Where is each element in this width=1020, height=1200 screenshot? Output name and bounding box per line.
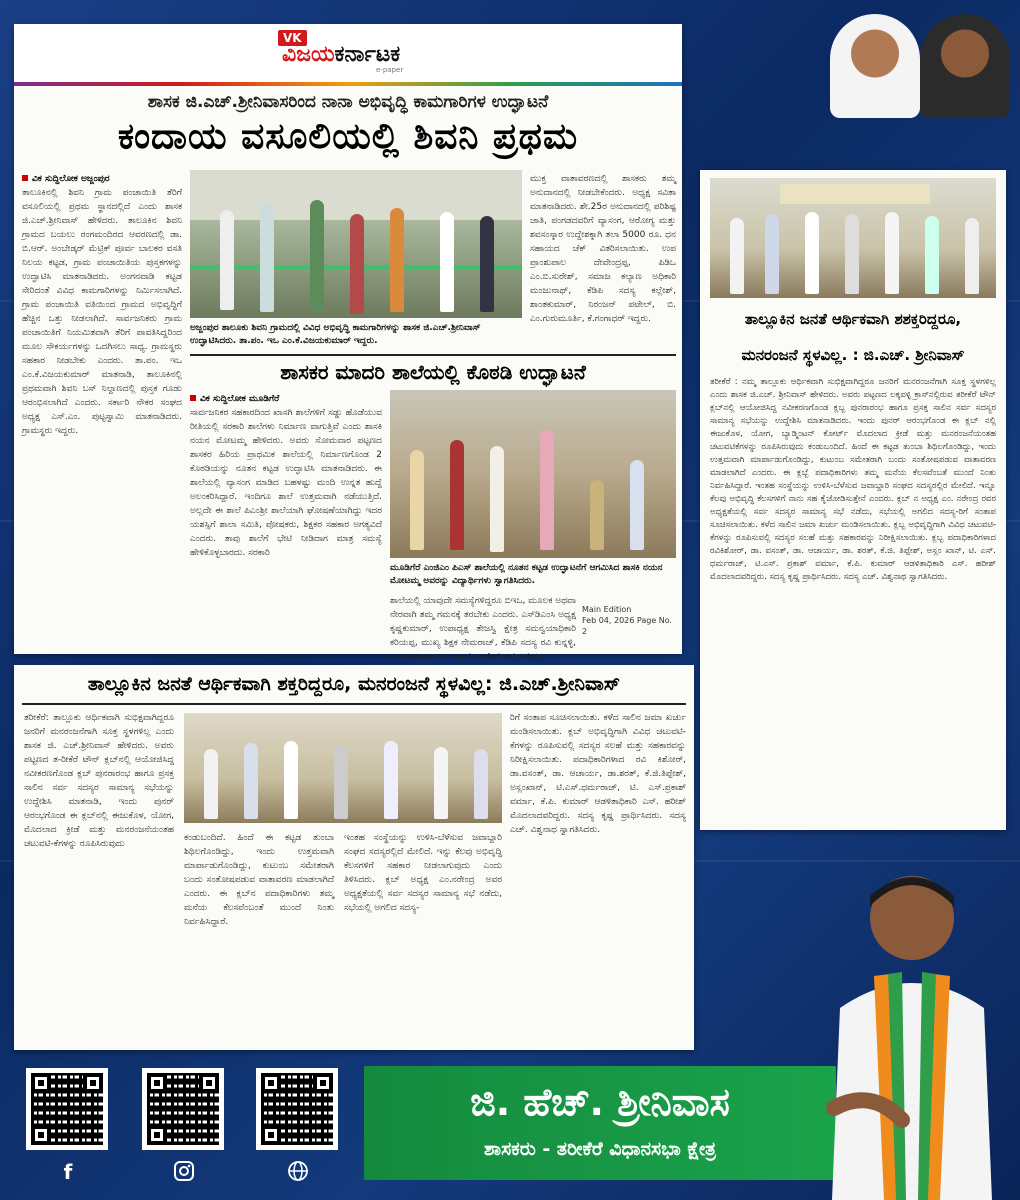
photo-person <box>334 745 348 819</box>
photo-person <box>540 430 554 550</box>
article3-headline-line2: ಮನರಂಜನೆ ಸ್ಥಳವಿಲ್ಲ. : ಜಿ.ಎಚ್. ಶ್ರೀನಿವಾಸ್ <box>741 346 965 364</box>
article2-body: ಸಾರ್ವಜನಿಕರ ಸಹಕಾರದಿಂದ ಖಾಸಗಿ ಶಾಲೆಗಳಿಗೆ ಸಡ್ಡು ಹೊಡೆಯುವ ರೀತಿಯಲ್ಲಿ ಸರಕಾರಿ ಶಾಲೆಗಳು ನಿರ್ಮಾಣ ವಾಗುತ್ತಿವೆ ಎಂದು ಶಾಸಕಿ ನಯನ ಮೋಟಮ್ಮ ಹೇಳಿದರು. ಅವರು ಸೋಮವಾರ ಪಟ್ಟಣದ ಶಾಸಕರ ಹಿರಿಯ ಪ್ರಾಥಮಿಕ ಶಾಲೆಯಲ್ಲಿ ನಿರ್ಮಾಣಗೊಂಡ 2 ಕೊಠಡಿಯನ್ನು ನೂತನ ಕಟ್ಟಡ ಉದ್ಘಾಟಿಸಿ ಮಾತನಾಡಿದರು. ಈ ಶಾಲೆಯಲ್ಲಿ ವ್ಯಾಸಂಗ ಮಾಡಿದ ಬಹಳಷ್ಟು ಮಂದಿ ಉನ್ನತ ಹುದ್ದೆ ಅಲಂಕರಿಸಿದ್ದಾರೆ. ಇಂದಿಗೂ ಶಾಲೆ ಉತ್ತಮವಾಗಿ ನಡೆಯುತ್ತಿದೆ. ಅಲ್ಲದೇ ಈ ಶಾಲೆ ಪಿಎಂಶ್ರೀ ಶಾಲೆಯಾಗಿ ಘೋಷಣೆಯಾಗಿದ್ದು ಇದರ ಯಶಸ್ಸಿಗೆ ಶಾಲಾ ಸಮಿತಿ, ಪೋಷಕರು, ಶಿಕ್ಷಕರ ಸಹಕಾರ ಅಗತ್ಯವಿದೆ ಎಂದರು. ತಾವು ಶಾಲೆಗೆ ಭೇಟಿ ನೀಡಿದಾಗ ಮಾತ್ರ ಸಮಸ್ಯೆ ಹೇಳಿಕೊಳ್ಳಬಾರದು. ಸರಕಾರಿ <box>190 408 382 558</box>
newspaper-clipping-bottom <box>14 665 694 1050</box>
article1-photo <box>190 170 522 318</box>
article4-column-4: ರಿಗೆ ಸಂತಾಪ ಸೂಚಿಸಲಾಯಿತು. ಕಳೆದ ಸಾಲಿನ ಜಮಾ ಖರ್ಚು ಮಂಡಿಸಲಾಯಿತು. ಕ್ಲಬ್ ಅಭಿವೃದ್ಧಿಗಾಗಿ ವಿವಿಧ ಚಟುವಟಿ-ಕೆಗಳನ್ನು ರೂಪಿಸುವಲ್ಲಿ ಸದಸ್ಯರ ಸಲಹೆ ಮತ್ತು ಸಹಕಾರವನ್ನು ನಿರೀಕ್ಷಿಸಲಾಯಿತು. ಪದಾಧಿಕಾರಿಗಳಾದ ರವಿ ಕಿಶೋರ್, ಡಾ.ವಸಂತ್, ಡಾ. ಆಚಾರ್ಯ, ಡಾ.ಶರತ್, ಕೆ.ಜಿ.ತಿಪ್ಪೇಶ್, ಅಸ್ಲಂಖಾನ್, ಟಿ.ಎಸ್.ಧರ್ಮರಾಜ್, ಟಿ. ಎಸ್.ಪ್ರಕಾಶ್ ವರ್ಮಾ, ಕೆ.ಪಿ. ಕುಮಾರ್ ಆಡಳಿತಾಧಿಕಾರಿ ಎಸ್. ಹರೀಶ್ ಮೊದಲಾದವರಿದ್ದರು. ಸದಸ್ಯ ಕೃಷ್ಣ ಪ್ರಾರ್ಥಿಸಿದರು. ಸದಸ್ಯ ಎಚ್. ವಿಶ್ವನಾಥ ಸ್ವಾಗತಿಸಿದರು. <box>510 713 686 835</box>
article2-byline: ವಿಕ ಸುದ್ದಿಲೋಕ ಮೂಡಿಗೆರೆ <box>190 392 382 406</box>
article1-kicker: ಶಾಸಕ ಜಿ.ಎಚ್.ಶ್ರೀನಿವಾಸರಿಂದ ನಾನಾ ಅಭಿವೃದ್ಧಿ ಕಾಮಗಾರಿಗಳ ಉದ್ಘಾಟನೆ <box>147 92 549 112</box>
mla-name: ಜಿ. ಹೆಚ್. ಶ್ರೀನಿವಾಸ <box>470 1080 730 1124</box>
logo-part2: ಕರ್ನಾಟಕ <box>334 42 401 67</box>
edition-date-page: Feb 04, 2026 Page No. 2 <box>582 616 673 636</box>
article4-rule <box>22 703 686 705</box>
qr-finder <box>313 1073 333 1093</box>
masthead <box>14 24 682 86</box>
section-divider <box>190 354 676 356</box>
photo-person <box>474 749 488 819</box>
newspaper-logo <box>278 30 434 74</box>
photo-person <box>480 216 494 312</box>
article4-photo <box>184 713 502 823</box>
photo-person <box>384 741 398 819</box>
article1-byline: ವಿಕ ಸುದ್ದಿಲೋಕ ಅಜ್ಜಂಪುರ <box>22 172 182 186</box>
photo-person <box>350 214 364 314</box>
globe-icon[interactable] <box>286 1160 310 1184</box>
photo-person <box>440 212 454 312</box>
photo-person <box>244 743 258 819</box>
logo-part1: ವಿಜಯ <box>282 42 335 67</box>
article1-photo-caption: ಅಜ್ಜಂಪುರ ತಾಲೂಕು ಶಿವನಿ ಗ್ರಾಮದಲ್ಲಿ ವಿವಿಧ ಅಭಿವೃದ್ಧಿ ಕಾಮಗಾರಿಗಳನ್ನು ಶಾಸಕ ಜಿ.ಎಚ್.ಶ್ರೀನಿವಾಸ್ ಉದ್ಘಾಟಿಸಿದರು. ತಾ.ಪಂ. ಇಒ ಎಂ.ಕೆ.ವಿಜಯಕುಮಾರ್ ಇದ್ದರು. <box>190 323 481 346</box>
article2-column-3: ಶಾಲೆಯಲ್ಲಿ ಯಾವುದೇ ಸಮಸ್ಯೆಗಳಿದ್ದರೂ ಬಿಇಒ, ಮೂಲಕ ಅಥವಾ ನೇರವಾಗಿ ತಮ್ಮ ಗಮನಕ್ಕೆ ತರಬೇಕು ಎಂದರು. ಎಸ್‌ಡಿಎಂಸಿ ಅಧ್ಯಕ್ಷ ಕೃಷ್ಣಕುಮಾರ್, ಉಪಾಧ್ಯಕ್ಷ ತೇಜಸ್ವಿ ಕ್ಷೇತ್ರ ಸಮನ್ವಯಾಧಿಕಾರಿ ಕರಿಯಪ್ಪ, ಮುಖ್ಯ ಶಿಕ್ಷಕ ನೇಮರಾಜ್, ಕೆಡಿಪಿ ಸದಸ್ಯ ರವಿ ಕುನ್ನಳ್ಳಿ, ಮುಖಂಡರಾದ ಸಿ.ಬಿ.ಶಂಕರ್, ಸುರೇಶ್ ಮತ್ತಿತರರಿದ್ದರು. <box>390 596 576 662</box>
photo-person <box>220 210 234 310</box>
article2-column-2 <box>190 392 382 648</box>
article4-column-3: ಇಂತಹ ಸಂಸ್ಥೆಯನ್ನು ಉಳಿಸಿ-ಬೆಳೆಸುವ ಜವಾಬ್ದಾರಿ ಸಂಘದ ಸದಸ್ಯರಲ್ಲಿದೆ ಮೇಲಿದೆ. ಇನ್ನು ಕೆಲವು ಅಭಿವೃದ್ಧಿ ಕೆಲಸಗಳಿಗೆ ಸಹಕಾರ ನೀಡಲಾಗುವುದು ಎಂದು ತಿಳಿಸಿದರು. ಕ್ಲಬ್ ಅಧ್ಯಕ್ಷ ಎಂ.ನರೇಂದ್ರ ಅವರ ಅಧ್ಯಕ್ಷತೆಯಲ್ಲಿ ಸರ್ವ ಸದಸ್ಯರ ಸಾಮಾನ್ಯ ಸಭೆ ನಡೆದು, ಸಭೆಯಲ್ಲಿ ಅಗಲಿದ ಸದಸ್ಯ- <box>344 833 502 913</box>
photo-person <box>630 460 644 550</box>
article3-body: ತರೀಕೆರೆ : ನಮ್ಮ ತಾಲ್ಲೂಕು ಆರ್ಥಿಕವಾಗಿ ಸುಭಿಕ್ಷವಾಗಿದ್ದರೂ ಜನರಿಗೆ ಮನರಂಜನೆಗಾಗಿ ಸೂಕ್ತ ಸ್ಥಳಗಳಿಲ್ಲ ಎಂದು ಶಾಸಕ ಜಿ.ಎಚ್. ಶ್ರೀನಿವಾಸ್ ಹೇಳಿದರು. ಅವರು ಪಟ್ಟಣದ ಲಕ್ಕವಳ್ಳಿ ಕ್ರಾಸ್‌ನಲ್ಲಿರುವ ತರೀಕೆರೆ ಟೌನ್ ಕ್ಲಬ್‌ನಲ್ಲಿ ಆಯೋಜಿಸಿದ್ದ ನವೀಕರಣಗೊಂಡ ಕ್ಲಬ್ಬ ಪುನರಾರಂಭ ಹಾಗೂ ಪ್ರಸಕ್ತ ಸಾಲಿನ ಸರ್ವ ಸದಸ್ಯರ ಸಾಮಾನ್ಯ ಸಭೆಯನ್ನು ಉದ್ದೇಶಿಸಿ ಮಾತನಾಡಿದರು. ಇಂದು ಪುನರ್ ಆರಂಭಗೊಂಡ ಈ ಕ್ಲಬ್ ನಲ್ಲಿ ಈಜುಕೊಳ, ಯೋಗ, ಬ್ಯಾಡ್ಮಿಂಟನ್ ಕೋರ್ಟ್ ಮೊದಲಾದ ಕ್ರೀಡೆ ಮತ್ತು ಮನರಂಜನೆಯಂತಹ ಚಟುವಟಿಕೆಗಳನ್ನು ರೂಪಿಸಿರುವುದು ಕಂಡುಬಂದಿದೆ. ಹಿಂದೆ ಈ ಕಟ್ಟಡ ತುಂಬಾ ಶಿಥಿಲಗೊಂಡಿದ್ದು, ಇಂದು ಉತ್ತಮವಾಗಿ ಮಾರ್ಪಾಡುಗೊಂಡಿದ್ದು, ಕುಟುಂಬ ಸಮೇತರಾಗಿ ಬಂದು ಸಂತೋಷಪಡುವ ವಾತಾವರಣ ಮಾಡಲಾಗಿದೆ ಎಂದರು. ಈ ಕ್ಲಬ್ಬೆ ಪದಾಧಿಕಾರಿಗಳು ತಮ್ಮ ಮನೆಯ ಕೆಲಸವೆಂಬತೆ ಮುಂದೆ ನಿಂತು ನಿರ್ವಹಿಸಿದ್ದಾರೆ. ಇಂತಹ ಸಂಸ್ಥೆಯನ್ನು ಉಳಿಸಿ-ಬೆಳೆಸುವ ಜವಾಬ್ದಾರಿ ಸಂಘದ ಸದಸ್ಯರಲ್ಲಿರ ಮೇಲಿದೆ. ಇನ್ನೂ ಕೆಲವು ಅಭಿವೃದ್ಧಿ ಕೆಲಸಗಳಿಗೆ ನಾನು ಸಹ ಕೈಜೋಡಿಸುತ್ತೇನೆ ಎಂದರು. ಕ್ಲಬ್ ನ ಅಧ್ಯಕ್ಷ ಎಂ. ನರೇಂದ್ರ ರವರ ಅಧ್ಯಕ್ಷತೆಯಲ್ಲಿ ಸರ್ವ ಸದಸ್ಯರ ಸಾಮಾನ್ಯ ಸಭೆ ನಡೆದು, ಸಭೆಯಲ್ಲಿ ಅಗಲಿದ ಸದಸ್ಯ-ರಿಗೆ ಸಂತಾಪ ಸೂಚಿಸಲಾಯಿತು. ಕಳೆದ ಸಾಲಿನ ಜಮಾ ಖರ್ಚು ಮಂಡಿಸಲಾಯಿತು. ಕ್ಲಬ್ಬ ಅಭಿವೃದ್ಧಿಗಾಗಿ ವಿವಿಧ ಚಟುವಟಿ-ಕೆಗಳನ್ನು ರೂಪಿಸುವಲ್ಲಿ ಸದಸ್ಯರ ಸಲಹೆ ಮತ್ತು ಸಹಕಾರವನ್ನು ನಿರೀಕ್ಷಿಸಲಾಯಿತು. ಕ್ಲಬ್ಬ ಪದಾಧಿಕಾರಿಗಳಾದ ರವಿಕಿಶೋರ್, ಡಾ. ವಸಂತ್, ಡಾ. ಆಚಾರ್ಯ, ಡಾ. ಶರತ್, ಕೆ.ಜಿ. ತಿಪ್ಪೇಶ್, ಅಸ್ಲಂ ಖಾನ್, ಟಿ. ಎಸ್. ಧರ್ಮರಾಜ್, ಟಿ.ಎಸ್. ಪ್ರಕಾಶ್ ವರ್ಮಾ, ಕೆ.ಪಿ. ಕುಮಾರ್ ಆಡಳಿತಾಧಿಕಾರಿ ಎಸ್. ಹರೀಶ್ ಮೊದಲಾದವರಿದ್ದರು. ಸದಸ್ಯ ಕೃಷ್ಣ ಪ್ರಾರ್ಥಿಸಿದರು. ಸದಸ್ಯ ಎಚ್. ವಿಶ್ವನಾಥ ಸ್ವಾಗತಿಸಿದರು. <box>710 377 996 582</box>
photo-person <box>260 204 274 312</box>
article3-headline-line1: ತಾಲ್ಲೂಕಿನ ಜನತೆ ಆರ್ಥಿಕವಾಗಿ ಶಶಕ್ತರಿದ್ದರೂ, <box>744 310 962 328</box>
photo-person <box>965 218 979 294</box>
leader-portrait <box>830 14 920 118</box>
name-banner <box>364 1066 836 1180</box>
qr-code-facebook[interactable] <box>26 1068 108 1150</box>
photo-building <box>190 170 522 220</box>
article2-headline: ಶಾಸಕರ ಮಾದರಿ ಶಾಲೆಯಲ್ಲಿ ಕೊಠಡಿ ಉದ್ಘಾಟನೆ <box>280 360 586 384</box>
leader-portrait <box>920 14 1010 118</box>
photo-person <box>490 446 504 552</box>
instagram-glyph <box>173 1160 195 1182</box>
qr-finder <box>147 1073 167 1093</box>
qr-pattern <box>31 1073 103 1145</box>
photo-person <box>885 212 899 294</box>
photo-person <box>310 200 324 312</box>
photo-person <box>390 208 404 312</box>
photo-person <box>765 214 779 294</box>
article4-column-2: ಕಂಡುಬಂದಿದೆ. ಹಿಂದೆ ಈ ಕಟ್ಟಡ ತುಂಬಾ ಶಿಥಿಲಗೊಂಡಿದ್ದು, ಇಂದು ಉತ್ತಮವಾಗಿ ಮಾರ್ಪಾಡುಗೊಂಡಿದ್ದು, ಕುಟುಂಬ ಸಮೇತರಾಗಿ ಬಂದು ಸಂತೋಷಪಡುವ ವಾತಾವರಣ ಮಾಡಲಾಗಿದೆ ಎಂದರು. ಈ ಕ್ಲಬ್‌ನ ಪದಾಧಿಕಾರಿಗಳು ತಮ್ಮ ಮನೆಯ ಕೆಲಸವೆಂಬಂತೆ ಮುಂದೆ ನಿಂತು ನಿರ್ವಹಿಸಿದ್ದಾರೆ. <box>184 833 334 927</box>
qr-finder <box>261 1125 281 1145</box>
photo-person <box>805 212 819 294</box>
photo-person <box>284 741 298 819</box>
photo-person <box>204 749 218 819</box>
qr-finder <box>261 1073 281 1093</box>
article1-headline: ಕಂದಾಯ ವಸೂಲಿಯಲ್ಲಿ ಶಿವನಿ ಪ್ರಥಮ <box>117 116 579 157</box>
article4-headline: ತಾಲ್ಲೂಕಿನ ಜನತೆ ಆರ್ಥಿಕವಾಗಿ ಶಕ್ತರಿದ್ದರೂ, ಮನರಂಜನೆ ಸ್ಥಳವಿಲ್ಲ: ಜಿ.ಎಚ್.ಶ್ರೀನಿವಾಸ್ <box>87 673 621 695</box>
newspaper-clipping-main <box>14 24 682 662</box>
masthead-rule <box>14 82 682 86</box>
photo-person <box>730 218 744 294</box>
qr-finder <box>147 1125 167 1145</box>
photo-person <box>590 480 604 550</box>
logo-wordmark <box>282 42 400 67</box>
mla-portrait <box>812 858 1012 1200</box>
article2-photo-caption: ಮೂಡಿಗೆರೆ ಎಂಜಿಎಂ ಪಿಎಸ್ ಶಾಲೆಯಲ್ಲಿ ನೂತನ ಕಟ್ಟಡ ಉದ್ಘಾಟನೆಗೆ ಆಗಮಿಸಿದ ಶಾಸಕಿ ನಯನ ಮೋಟಮ್ಮ ಅವರನ್ನು ವಿದ್ಯಾರ್ಥಿಗಳು ಸ್ವಾಗತಿಸಿದರು. <box>390 563 663 586</box>
photo-person <box>845 214 859 294</box>
globe-glyph <box>287 1160 309 1182</box>
qr-code-website[interactable] <box>256 1068 338 1150</box>
newspaper-clipping-right <box>700 170 1006 830</box>
edition-info <box>582 604 676 637</box>
mla-designation: ಶಾಸಕರು - ತರೀಕೆರೆ ವಿಧಾನಸಭಾ ಕ್ಷೇತ್ರ <box>483 1138 717 1160</box>
article1-column-3: ಮುಕ್ತ ವಾತಾವರಣದಲ್ಲಿ ಶಾಸಕರು ತಮ್ಮ ಅನುದಾನದಲ್ಲಿ ನೀಡಬೇಕೆಂದರು. ಅಧ್ಯಕ್ಷ ಸವಿತಾ ಮಾತನಾಡಿದರು. ಶೇ.25ರ ಅನುದಾನದಲ್ಲಿ ಪರಿಶಿಷ್ಟ ಜಾತಿ, ಪಂಗಡದವರಿಗೆ ವ್ಯಾಸಂಗ, ಆರೋಗ್ಯ ಮತ್ತು ಶವಸಂಸ್ಕಾರ ಉದ್ದೇಶಕ್ಕಾಗಿ ತಲಾ 5000 ರೂ. ಧನ ಸಹಾಯದ ಚೆಕ್ ವಿತರಿಸಲಾಯಿತು. ಉಪ ಪ್ರಾಂಶುಪಾಲ ದೇವೇಂದ್ರಪ್ಪ, ಪಿಡಿಒ ಎಂ.ಬಿ.ಸುರೇಶ್, ಸಮಾಜ ಕಲ್ಯಾಣ ಅಧಿಕಾರಿ ಮಂಜುನಾಥ್, ಕೆಡಿಪಿ ಸದಸ್ಯ ಕಲ್ಲೇಶ್, ಶಾಂತಕುಮಾರ್, ನಿರಂಜನ್ ಪಟೇಲ್, ಬಿ. ಎಂ.ಗುರುಮೂರ್ತಿ, ಕೆ.ಗಂಗಾಧರ್ ಇದ್ದರು. <box>530 174 676 324</box>
edition-name: Main Edition <box>582 605 632 614</box>
qr-finder <box>31 1125 51 1145</box>
leader-portraits <box>830 14 1010 118</box>
logo-badge: VK <box>278 30 307 46</box>
photo-person <box>450 440 464 550</box>
facebook-icon[interactable]: f <box>63 1160 73 1184</box>
qr-pattern <box>147 1073 219 1145</box>
article3-photo <box>710 178 996 298</box>
qr-finder <box>199 1073 219 1093</box>
qr-code-instagram[interactable] <box>142 1068 224 1150</box>
photo-person <box>410 450 424 550</box>
photo-person <box>434 747 448 819</box>
logo-tagline: e-paper <box>376 66 404 74</box>
qr-finder <box>31 1073 51 1093</box>
photo-person <box>925 216 939 294</box>
photo-banner <box>780 184 930 204</box>
article1-column-1 <box>22 172 182 642</box>
qr-pattern <box>261 1073 333 1145</box>
article1-body: ತಾಲೂಕಿನಲ್ಲಿ ಶಿವನಿ ಗ್ರಾಮ ಪಂಚಾಯಿತಿ ತೆರಿಗೆ ವಸೂಲಿಯಲ್ಲಿ ಪ್ರಥಮ ಸ್ಥಾನದಲ್ಲಿದೆ ಎಂದು ಶಾಸಕ ಜಿ.ಎಚ್.ಶ್ರೀನಿವಾಸ್ ಹೇಳಿದರು. ತಾಲೂಕಿನ ಶಿವನಿ ಗ್ರಾಮದ ಬಯಲು ರಂಗಮಂದಿರದ ಆವರಣದಲ್ಲಿ ಡಾ. ಬಿ.ಆರ್. ಅಂಬೇಡ್ಕರ್ ಮೆಟ್ರಿಕ್ ಪೂರ್ವ ಬಾಲಕರ ವಸತಿ ನಿಲಯ ಕಟ್ಟಡ, ಗ್ರಾಮ ಪಂಚಾಯಿತಿಯ ಪುಸ್ತಕಗಳನ್ನು ಉದ್ಘಾಟಿಸಿ ಮಾತನಾಡಿದರು. ಅಂಗನವಾಡಿ ಕಟ್ಟಡ ಸೇರಿದಂತೆ ವಿವಿಧ ಕಾಮಗಾರಿಗಳನ್ನು ನಿರ್ಮಿಸಲಾಗಿದೆ. ಗ್ರಾಮ ಪಂಚಾಯಿತಿ ವತಿಯಿಂದ ಗ್ರಾಮದ ಅಭಿವೃದ್ಧಿಗೆ ಹೆಚ್ಚಿನ ಒತ್ತು ನೀಡಲಾಗಿದೆ. ಸಾರ್ವಜನಿಕರು ಗ್ರಾಮ ಪಂಚಾಯಿತಿಗೆ ನಿಯಮಿತವಾಗಿ ತೆರಿಗೆ ಪಾವತಿಸಿದ್ದರಿಂದ ಮೂಲ ಸೌಕರ್ಯಗಳನ್ನು ಒದಗಿಸಲು ಸಾಧ್ಯ. ಗ್ರಾಮಸ್ಥರು ಸಹಕಾರ ನೀಡಬೇಕು ಎಂದರು. ತಾ.ಪಂ. ಇಒ ಎಂ.ಕೆ.ವಿಜಯಕುಮಾರ್ ಮಾತನಾಡಿ, ತಾಲೂಕಿನಲ್ಲಿ ಪ್ರಥಮವಾಗಿ ಶಿವನಿ ಬಸ್ ನಿಲ್ದಾಣದಲ್ಲಿ ಪುಸ್ತಕ ಗೂಡು ಆರಂಭಿಸಲಾಗಿದೆ ಎಂದರು. ಸರ್ಕಾರಿ ನೌಕರ ಸಂಘದ ಅಧ್ಯಕ್ಷ ಎಸ್.ಎಂ. ಪುಟ್ಟಸ್ವಾಮಿ ಮಾತನಾಡಿದರು. ಗ್ರಾಮಸ್ಥರು ಇದ್ದರು. <box>22 188 182 436</box>
instagram-icon[interactable] <box>172 1160 196 1184</box>
article2-photo <box>390 390 676 558</box>
qr-finder <box>83 1073 103 1093</box>
article4-column-1: ತರೀಕೆರೆ: ತಾಲ್ಲೂಕು ಆರ್ಥಿಕವಾಗಿ ಸುಭಿಕ್ಷವಾಗಿದ್ದರೂ ಜನರಿಗೆ ಮನರಂಜನೆಗಾಗಿ ಸೂಕ್ತ ಸ್ಥಳಗಳಿಲ್ಲ ಎಂದು ಶಾಸಕ ಜಿ. ಎಚ್.ಶ್ರೀನಿವಾಸ್ ಹೇಳಿದರು. ಅವರು ಪಟ್ಟಣದ ತ-ರೀಕೆರೆ ಟೌನ್ ಕ್ಲಬ್‌ನಲ್ಲಿ ಆಯೋಜಿಸಿದ್ದ ನವೀಕರಣಗೊಂಡ ಕ್ಲಬ್ ಪುನರಾರಂಭ ಹಾಗೂ ಪ್ರಸಕ್ತ ಸಾಲಿನ ಸರ್ವ ಸದಸ್ಯರ ಸಾಮಾನ್ಯ ಸಭೆಯನ್ನು ಉದ್ದೇಶಿಸಿ ಮಾತನಾಡಿ, ಇಂದು ಪುನರ್ ಆರಂಭಗೊಂಡ ಈ ಕ್ಲಬ್‌ನಲ್ಲಿ ಈಜುಕೊಳ, ಯೋಗ, ಮೊದಲಾದ ಕ್ರೀಡೆ ಮತ್ತು ಮನರಂಜನೆಯಂತಹ ಚಟುವಟಿ-ಕೆಗಳನ್ನು ರೂಪಿಸಿರುವುದು <box>24 713 174 849</box>
